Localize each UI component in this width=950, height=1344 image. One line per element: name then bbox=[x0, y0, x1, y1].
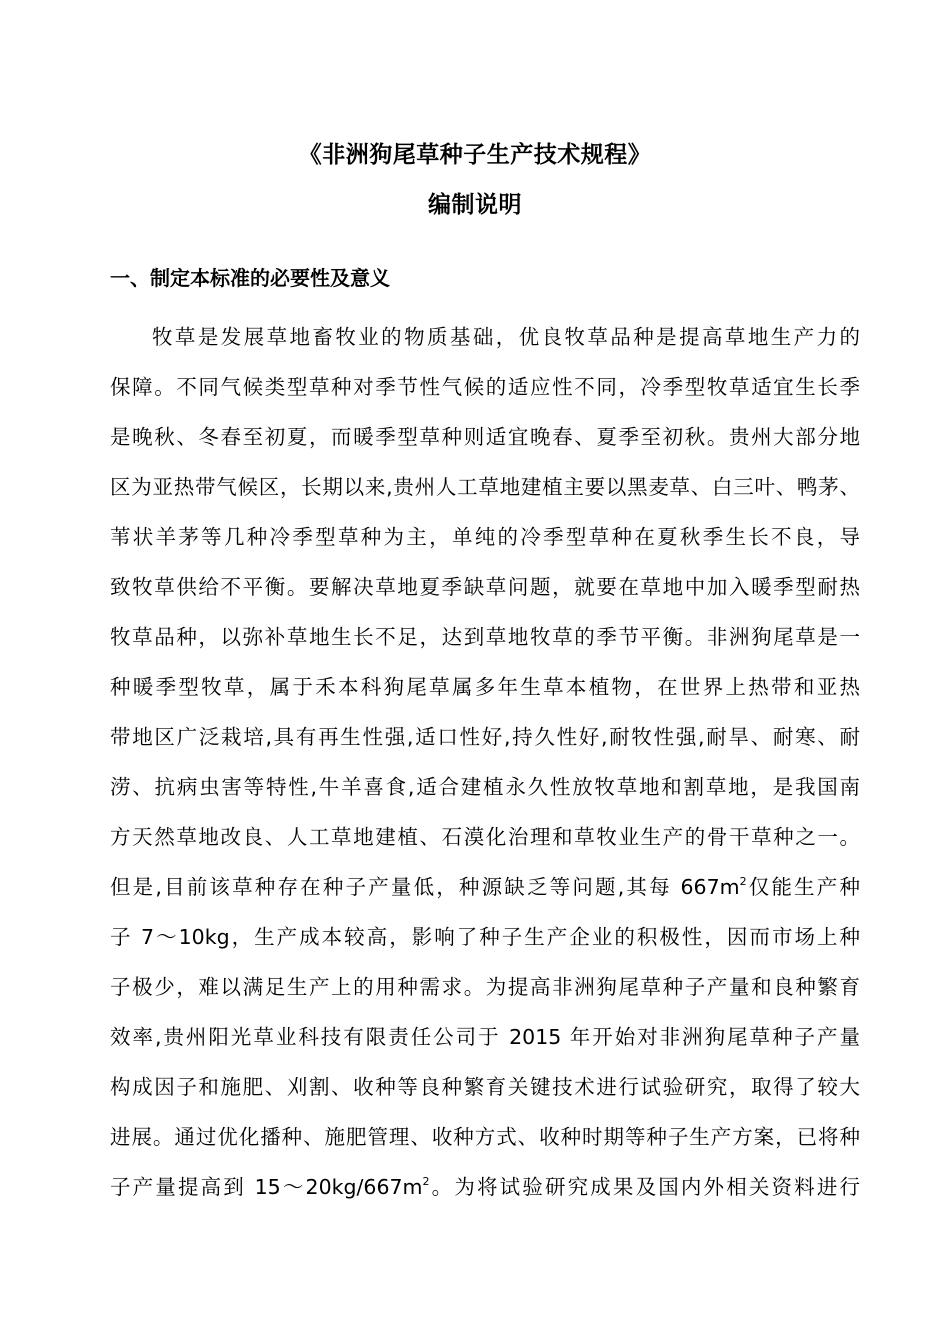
superscript: 2 bbox=[739, 875, 747, 888]
paragraph-line bbox=[110, 872, 860, 902]
paragraph-line bbox=[110, 1172, 860, 1202]
line-text: 。为将试验研究成果及国内外相关资料进行 bbox=[429, 1175, 860, 1199]
paragraph-line: 涝、抗病虫害等特性,牛羊喜食,适合建植永久性放牧草地和割草地，是我国南 bbox=[110, 775, 860, 799]
paragraph-line: 子极少，难以满足生产上的用种需求。为提高非洲狗尾草种子产量和良种繁育 bbox=[110, 975, 860, 999]
paragraph-line: 牧草品种，以弥补草地生长不足，达到草地牧草的季节平衡。非洲狗尾草是一 bbox=[110, 625, 860, 649]
document-title: 《非洲狗尾草种子生产技术规程》 bbox=[298, 142, 652, 168]
section-heading: 一、制定本标准的必要性及意义 bbox=[110, 266, 390, 290]
superscript: 2 bbox=[422, 1175, 430, 1188]
paragraph-line: 是晚秋、冬春至初夏，而暖季型草种则适宜晚春、夏季至初秋。贵州大部分地 bbox=[110, 425, 860, 449]
document-subtitle: 编制说明 bbox=[428, 192, 522, 218]
paragraph-line: 种暖季型牧草，属于禾本科狗尾草属多年生草本植物，在世界上热带和亚热 bbox=[110, 675, 860, 699]
paragraph-line: 进展。通过优化播种、施肥管理、收种方式、收种时期等种子生产方案，已将种 bbox=[110, 1125, 860, 1149]
paragraph-line: 苇状羊茅等几种冷季型草种为主，单纯的冷季型草种在夏秋季生长不良，导 bbox=[110, 525, 860, 549]
paragraph-line: 构成因子和施肥、刈割、收种等良种繁育关键技术进行试验研究，取得了较大 bbox=[110, 1075, 860, 1099]
line-text: 仅能生产种 bbox=[746, 875, 860, 899]
paragraph-line: 效率,贵州阳光草业科技有限责任公司于 2015 年开始对非洲狗尾草种子产量 bbox=[110, 1025, 860, 1049]
line-text: 子产量提高到 15～20kg/667m bbox=[110, 1175, 423, 1199]
paragraph-line: 致牧草供给不平衡。要解决草地夏季缺草问题，就要在草地中加入暖季型耐热 bbox=[110, 575, 860, 599]
paragraph-line: 保障。不同气候类型草种对季节性气候的适应性不同，冷季型牧草适宜生长季 bbox=[110, 375, 860, 399]
paragraph-line: 带地区广泛栽培,具有再生性强,适口性好,持久性好,耐牧性强,耐旱、耐寒、耐 bbox=[110, 725, 860, 749]
paragraph-line: 方天然草地改良、人工草地建植、石漠化治理和草牧业生产的骨干草种之一。 bbox=[110, 825, 860, 849]
paragraph-line: 区为亚热带气候区，长期以来,贵州人工草地建植主要以黑麦草、白三叶、鸭茅、 bbox=[110, 475, 860, 499]
paragraph-line: 子 7～10kg，生产成本较高，影响了种子生产企业的积极性，因而市场上种 bbox=[110, 925, 860, 949]
paragraph-line: 牧草是发展草地畜牧业的物质基础，优良牧草品种是提高草地生产力的 bbox=[152, 325, 860, 349]
line-text: 但是,目前该草种存在种子产量低，种源缺乏等问题,其每 667m bbox=[110, 875, 740, 899]
